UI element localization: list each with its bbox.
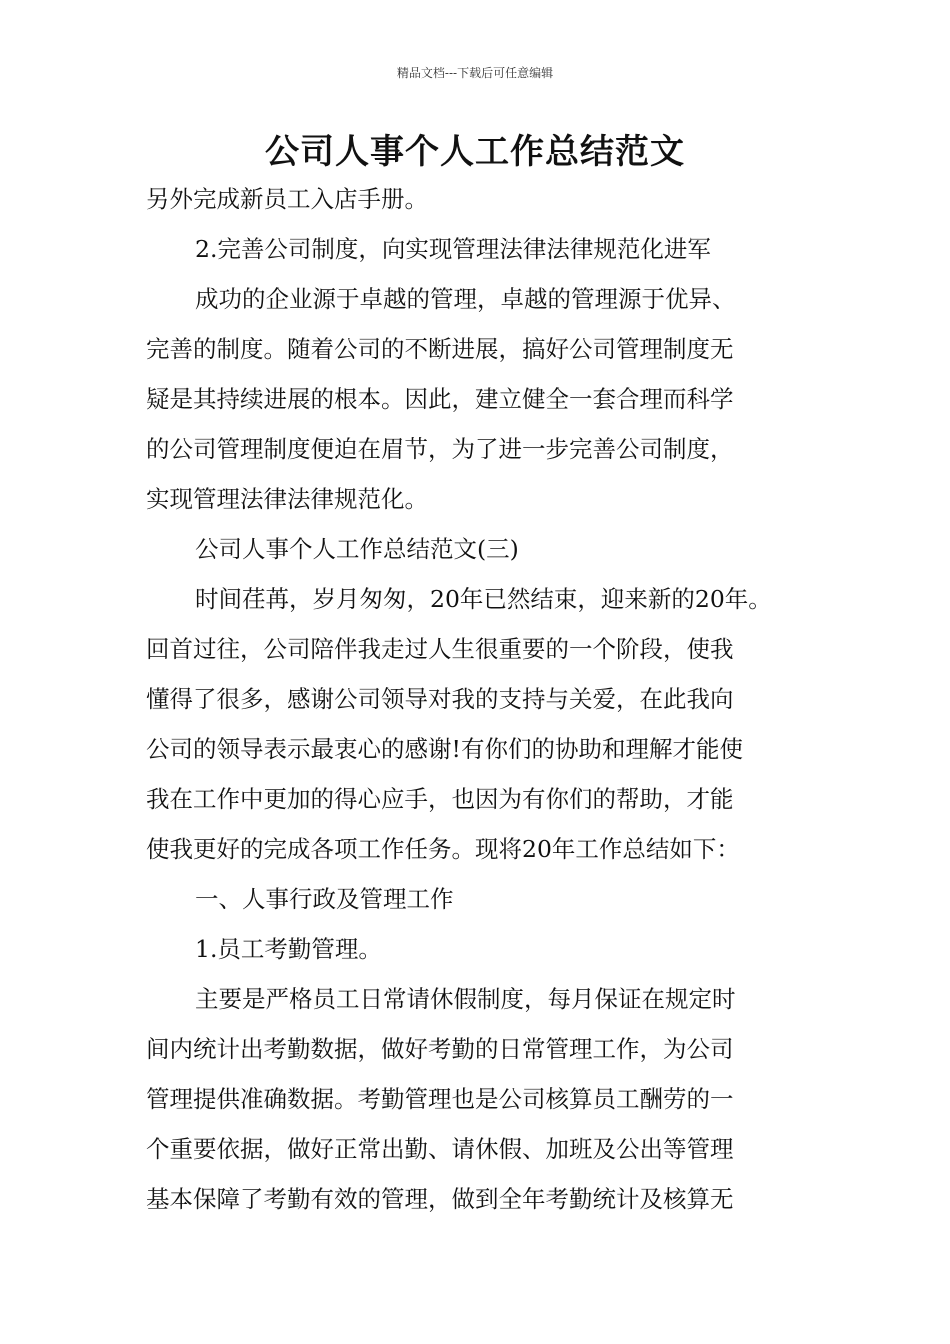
body-line: 成功的企业源于卓越的管理，卓越的管理源于优异、 bbox=[195, 285, 736, 313]
body-line: 实现管理法律法律规范化。 bbox=[146, 485, 428, 513]
document-title: 公司人事个人工作总结范文 bbox=[265, 132, 685, 172]
header-note: 精品文档---下载后可任意编辑 bbox=[396, 66, 554, 80]
body-line: 基本保障了考勤有效的管理，做到全年考勤统计及核算无 bbox=[146, 1185, 734, 1213]
body-line: 使我更好的完成各项工作任务。现将20年工作总结如下： bbox=[146, 835, 740, 863]
body-line: 完善的制度。随着公司的不断进展，搞好公司管理制度无 bbox=[146, 335, 734, 363]
body-line: 的公司管理制度便迫在眉节，为了进一步完善公司制度， bbox=[146, 435, 734, 463]
body-line: 个重要依据，做好正常出勤、请休假、加班及公出等管理 bbox=[146, 1135, 734, 1163]
body-line: 公司的领导表示最衷心的感谢!有你们的协助和理解才能使 bbox=[146, 735, 743, 763]
body-line: 一、人事行政及管理工作 bbox=[195, 885, 454, 913]
document-body bbox=[146, 174, 816, 1224]
body-line: 懂得了很多，感谢公司领导对我的支持与关爱，在此我向 bbox=[146, 685, 734, 713]
body-line: 2.完善公司制度，向实现管理法律法律规范化进军 bbox=[195, 235, 711, 263]
body-line: 1.员工考勤管理。 bbox=[195, 935, 382, 963]
body-line: 我在工作中更加的得心应手，也因为有你们的帮助，才能 bbox=[146, 785, 734, 813]
body-line: 时间荏苒，岁月匆匆，20年已然结束，迎来新的20年。 bbox=[195, 585, 772, 613]
body-line: 另外完成新员工入店手册。 bbox=[146, 185, 428, 213]
body-line: 主要是严格员工日常请休假制度，每月保证在规定时 bbox=[195, 985, 736, 1013]
body-line: 间内统计出考勤数据，做好考勤的日常管理工作，为公司 bbox=[146, 1035, 734, 1063]
body-line: 公司人事个人工作总结范文(三) bbox=[195, 535, 519, 563]
body-line: 管理提供准确数据。考勤管理也是公司核算员工酬劳的一 bbox=[146, 1085, 734, 1113]
body-line: 疑是其持续进展的根本。因此，建立健全一套合理而科学 bbox=[146, 385, 734, 413]
body-line: 回首过往，公司陪伴我走过人生很重要的一个阶段，使我 bbox=[146, 635, 734, 663]
